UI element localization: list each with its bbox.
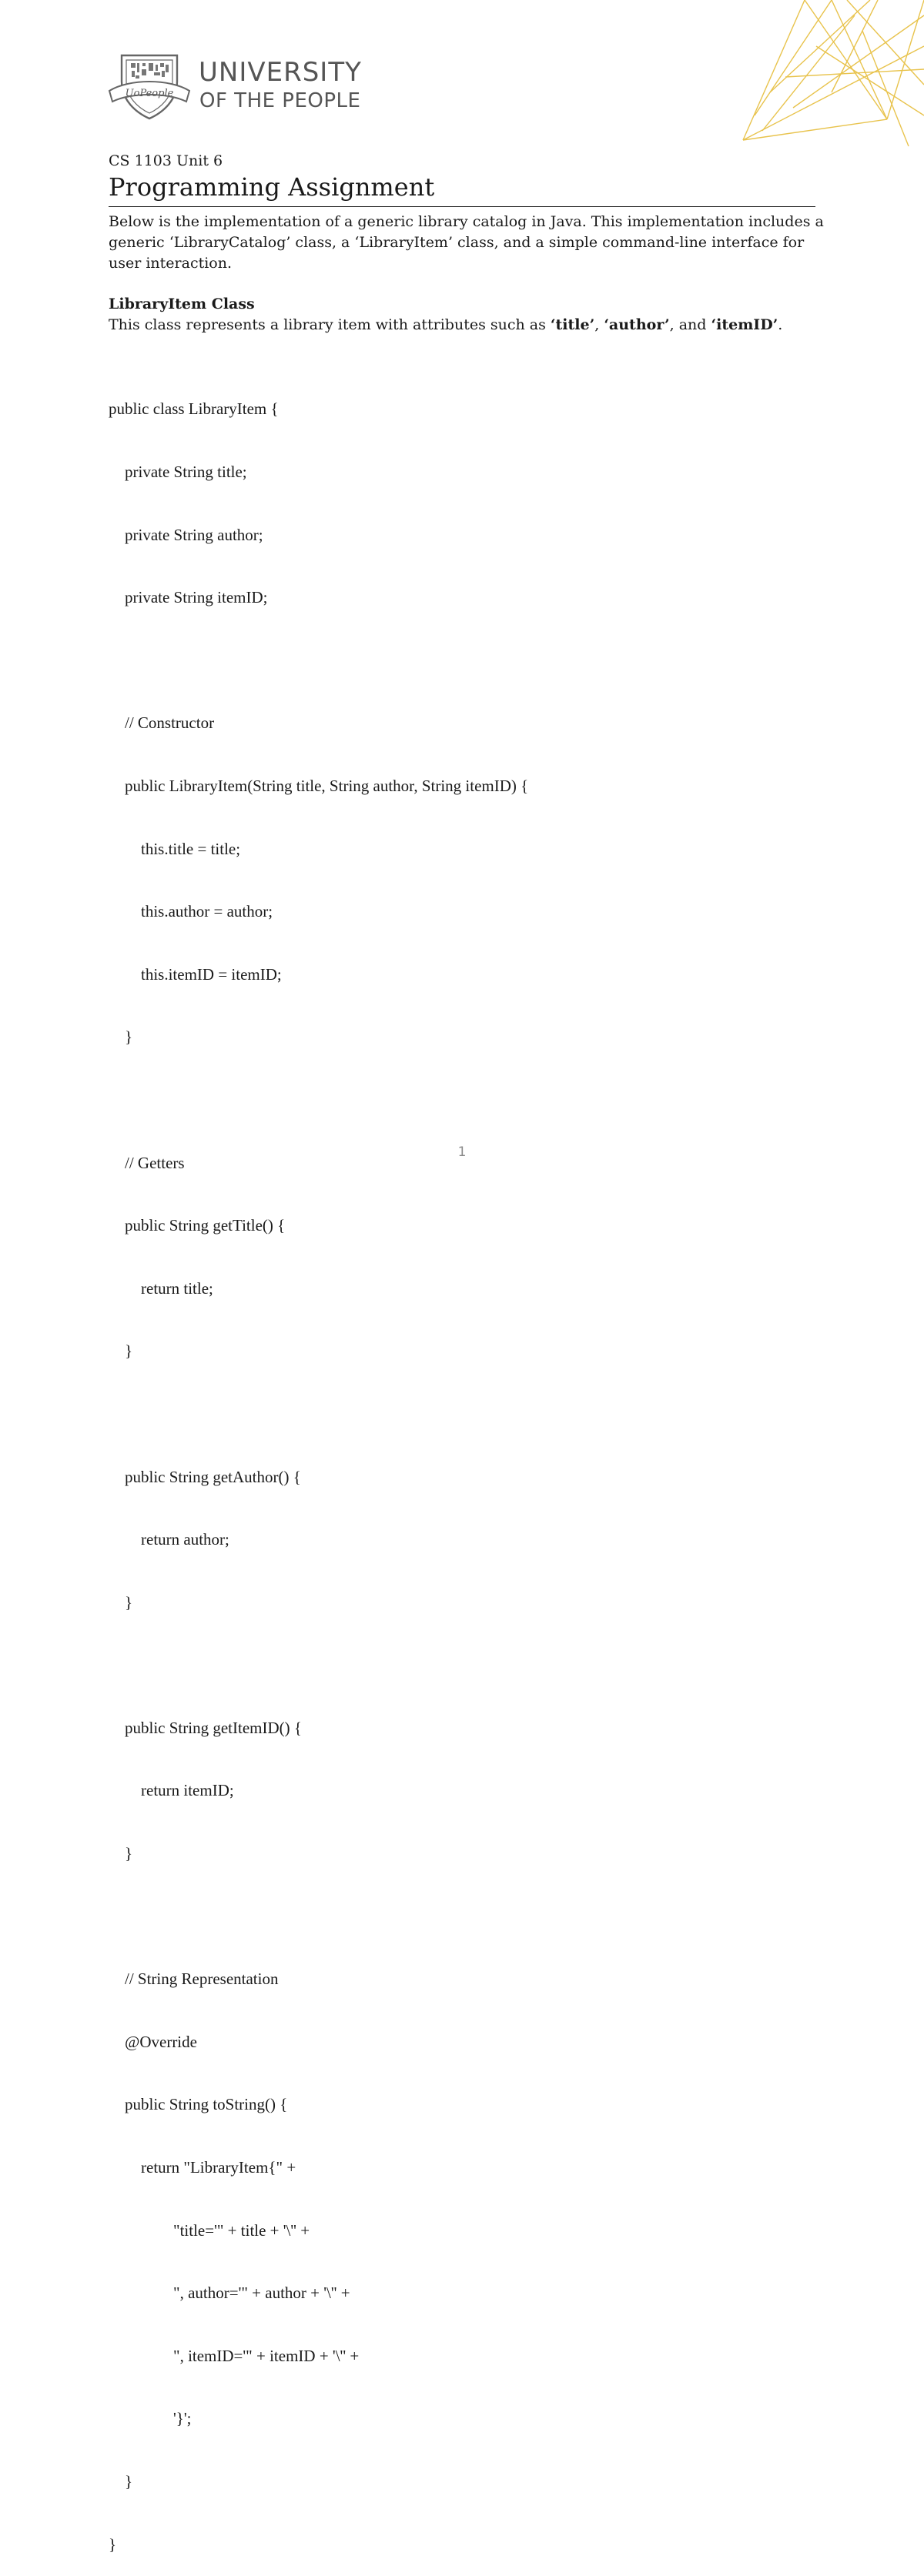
section-description <box>109 316 782 333</box>
section-heading: LibraryItem Class <box>109 296 255 312</box>
code-line: return "LibraryItem{" + <box>109 2158 296 2177</box>
svg-text:UoPeople: UoPeople <box>125 88 174 99</box>
page-title: Programming Assignment <box>109 172 815 207</box>
decorative-gold-lines <box>678 0 924 146</box>
code-line: public String getAuthor() { <box>109 1467 301 1486</box>
logo-line-university: UNIVERSITY <box>199 57 362 88</box>
code-line: // String Representation <box>109 1970 279 1989</box>
code-line: } <box>109 1844 133 1863</box>
code-line: public class LibraryItem { <box>109 399 279 419</box>
code-line: ", itemID='" + itemID + '\'' + <box>109 2346 360 2365</box>
code-line: ", author='" + author + '\'' + <box>109 2284 350 2303</box>
crest-icon <box>106 51 192 122</box>
desc-text: This class represents a library item with attributes such as <box>109 316 551 333</box>
code-line <box>109 1655 528 1676</box>
code-line: private String author; <box>109 525 263 544</box>
attr-author: ‘author’ <box>604 316 670 333</box>
course-subtitle: CS 1103 Unit 6 <box>109 152 223 169</box>
code-line <box>109 1906 528 1927</box>
code-line: "title='" + title + '\'' + <box>109 2220 310 2240</box>
attr-itemid: ‘itemID’ <box>711 316 778 333</box>
code-line: '}'; <box>109 2409 192 2428</box>
code-line: } <box>109 2472 133 2491</box>
code-line: // Getters <box>109 1153 185 1172</box>
code-line: private String itemID; <box>109 588 268 607</box>
code-line: private String title; <box>109 463 247 481</box>
code-block <box>109 357 528 2576</box>
university-logo <box>106 51 383 122</box>
code-line: this.title = title; <box>109 839 241 858</box>
code-line: } <box>109 1027 133 1047</box>
code-line: // Constructor <box>109 713 215 733</box>
code-line: public String getItemID() { <box>109 1718 302 1737</box>
code-line: this.itemID = itemID; <box>109 964 282 984</box>
code-line: public String getTitle() { <box>109 1216 286 1235</box>
code-line: public String toString() { <box>109 2095 288 2114</box>
code-line <box>109 1090 528 1111</box>
code-line: return author; <box>109 1530 229 1549</box>
code-line: return itemID; <box>109 1781 234 1800</box>
code-line: return title; <box>109 1278 213 1298</box>
intro-paragraph: Below is the implementation of a generic library catalog in Java. This implementation includes a generic ‘LibraryCatalog’ class, a ‘LibraryItem’ class, and a simple command-line interface for user interaction. <box>109 213 824 272</box>
desc-separator: , and <box>669 316 711 333</box>
attr-title: ‘title’ <box>550 316 595 333</box>
code-line <box>109 650 528 671</box>
code-line <box>109 1404 528 1425</box>
desc-suffix: . <box>778 316 783 333</box>
code-line: public LibraryItem(String title, String author, String itemID) { <box>109 776 529 795</box>
code-line: this.author = author; <box>109 902 273 921</box>
code-line: } <box>109 1592 133 1612</box>
code-line: @Override <box>109 2032 197 2051</box>
desc-separator: , <box>594 316 604 333</box>
page-number: 1 <box>457 1144 467 1160</box>
code-line: } <box>109 1341 133 1361</box>
logo-line-of-the-people: OF THE PEOPLE <box>199 89 361 112</box>
code-line: } <box>109 2534 117 2554</box>
